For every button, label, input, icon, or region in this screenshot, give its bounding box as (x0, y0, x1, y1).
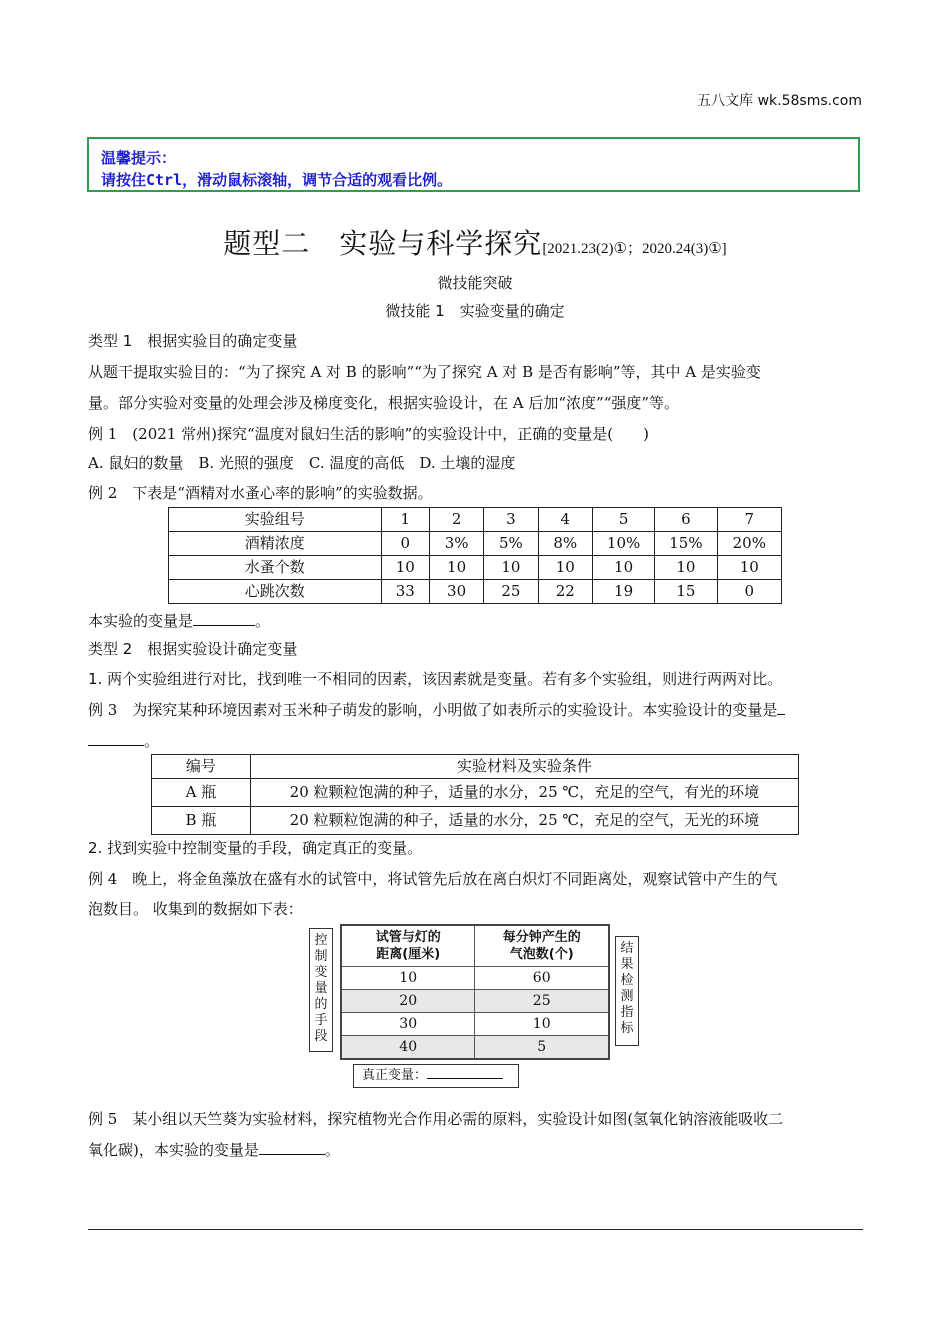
type1-heading: 类型 1 根据实验目的确定变量 (88, 332, 298, 350)
table-row (169, 532, 782, 556)
table-cell: 8% (538, 532, 592, 556)
figure-cell: 30 (341, 1013, 475, 1036)
figure-data-table (340, 924, 610, 1060)
example2-answer-prefix: 本实验的变量是 (88, 612, 194, 630)
figure-row (341, 1036, 609, 1060)
left-label-char: 变 (314, 965, 328, 980)
header-line: 每分钟产生的 (502, 930, 581, 945)
table-cell: 2 (429, 508, 483, 532)
table-cell: 19 (592, 580, 654, 604)
figure-answer-label: 真正变量： (362, 1068, 428, 1083)
example4-line1: 例 4 晚上，将金鱼藻放在盛有水的试管中，将试管先后放在离白炽灯不同距离处，观察试管中产生的气 (88, 870, 778, 888)
example3-stem-end (88, 730, 159, 751)
table-cell: 4 (538, 508, 592, 532)
example2-table (168, 507, 782, 604)
tip-text: 请按住Ctrl，滑动鼠标滚轴，调节合适的观看比例。 (101, 171, 453, 189)
example4-figure (309, 924, 639, 1089)
example5-line2 (88, 1139, 340, 1160)
example3-table (151, 754, 799, 835)
answer-blank[interactable] (427, 1078, 503, 1079)
table-cell: 10 (655, 556, 717, 580)
type2-point1: 1. 两个实验组进行对比，找到唯一不相同的因素，该因素就是变量。若有多个实验组，则进行两两对比。 (88, 670, 783, 688)
figure-column-header (341, 925, 475, 967)
site-watermark: 五八文库 wk.58sms.com (697, 93, 862, 109)
column-header: 编号 (152, 755, 251, 779)
table-cell: 25 (484, 580, 538, 604)
table-cell: 0 (717, 580, 781, 604)
example5-prefix: 氧化碳)，本实验的变量是 (88, 1141, 259, 1159)
table-row (169, 556, 782, 580)
header-line: 气泡数(个) (509, 947, 574, 962)
answer-blank[interactable] (259, 1154, 325, 1155)
example1-options: A. 鼠妇的数量 B. 光照的强度 C. 温度的高低 D. 土壤的湿度 (88, 454, 516, 472)
example2-stem: 例 2 下表是“酒精对水蚤心率的影响”的实验数据。 (88, 484, 433, 502)
type2-point2: 2. 找到实验中控制变量的手段，确定真正的变量。 (88, 839, 423, 857)
table-cell: 15% (655, 532, 717, 556)
header-line: 距离(厘米) (376, 947, 441, 962)
table-cell: 7 (717, 508, 781, 532)
table-cell: 20% (717, 532, 781, 556)
tip-title: 温馨提示： (101, 149, 177, 167)
table-cell: 20 粒颗粒饱满的种子，适量的水分，25 ℃，充足的空气，无光的环境 (250, 807, 798, 835)
table-cell: 10 (484, 556, 538, 580)
table-cell: 10 (381, 556, 429, 580)
column-header: 实验材料及实验条件 (250, 755, 798, 779)
figure-cell: 40 (341, 1036, 475, 1060)
figure-cell: 25 (475, 990, 609, 1013)
figure-cell: 5 (475, 1036, 609, 1060)
type2-heading: 类型 2 根据实验设计确定变量 (88, 640, 298, 658)
left-label-char: 控 (314, 933, 328, 948)
right-label-char: 测 (620, 989, 634, 1004)
table-cell: 3 (484, 508, 538, 532)
type1-para-line1: 从题干提取实验目的：“为了探究 A 对 B 的影响”“为了探究 A 对 B 是否有影响”等，其中 A 是实验变 (88, 363, 761, 381)
example5-line1: 例 5 某小组以天竺葵为实验材料，探究植物光合作用必需的原料，实验设计如图(氢氧化钠溶液能吸收二 (88, 1110, 784, 1128)
left-label-box (309, 928, 333, 1052)
example1-stem: 例 1 (2021 常州)探究“温度对鼠妇生活的影响”的实验设计中，正确的变量是( ) (88, 425, 650, 443)
figure-column-header (475, 925, 609, 967)
table-cell: 20 粒颗粒饱满的种子，适量的水分，25 ℃，充足的空气，有光的环境 (250, 779, 798, 807)
right-label-char: 标 (620, 1021, 634, 1036)
title-main: 题型二 实验与科学探究 (223, 227, 543, 260)
table-cell: 15 (655, 580, 717, 604)
left-label-char: 段 (314, 1029, 328, 1044)
left-label-char: 制 (314, 949, 328, 964)
table-row (152, 779, 799, 807)
example3-stem-period: 。 (144, 732, 160, 750)
table-cell: 10 (429, 556, 483, 580)
left-label-char: 的 (314, 997, 328, 1012)
header-line: 试管与灯的 (375, 930, 441, 945)
figure-row (341, 967, 609, 990)
row-label: 实验组号 (169, 508, 382, 532)
figure-row (341, 990, 609, 1013)
table-header-row (152, 755, 799, 779)
table-cell: 5% (484, 532, 538, 556)
table-row (169, 580, 782, 604)
table-cell: 1 (381, 508, 429, 532)
row-label: 心跳次数 (169, 580, 382, 604)
example2-answer (88, 610, 270, 631)
table-cell: 10 (538, 556, 592, 580)
table-cell: A 瓶 (152, 779, 251, 807)
table-cell: 10 (592, 556, 654, 580)
answer-blank[interactable] (88, 745, 144, 746)
figure-cell: 60 (475, 967, 609, 990)
figure-answer-box (353, 1064, 519, 1088)
figure-row (341, 1013, 609, 1036)
answer-blank[interactable] (777, 714, 785, 715)
right-label-char: 果 (620, 957, 634, 972)
right-label-char: 结 (620, 941, 634, 956)
section-subtitle: 微技能突破 (437, 274, 513, 292)
table-cell: 5 (592, 508, 654, 532)
table-row (152, 807, 799, 835)
table-cell: 10% (592, 532, 654, 556)
figure-cell: 20 (341, 990, 475, 1013)
table-row (169, 508, 782, 532)
example2-answer-suffix: 。 (255, 612, 271, 630)
bottom-divider (88, 1229, 863, 1230)
figure-cell: 10 (475, 1013, 609, 1036)
figure-cell: 10 (341, 967, 475, 990)
table-cell: 33 (381, 580, 429, 604)
row-label: 水蚤个数 (169, 556, 382, 580)
figure-header-row (341, 925, 609, 967)
table-cell: 0 (381, 532, 429, 556)
left-label-char: 手 (314, 1013, 328, 1028)
right-label-box (615, 936, 639, 1046)
table-cell: 10 (717, 556, 781, 580)
tip-box (87, 137, 860, 192)
table-cell: 6 (655, 508, 717, 532)
example5-suffix: 。 (324, 1141, 340, 1159)
table-cell: 30 (429, 580, 483, 604)
right-label-char: 检 (620, 973, 634, 988)
left-label-char: 量 (314, 981, 328, 996)
example3-stem-text: 例 3 为探究某种环境因素对玉米种子萌发的影响，小明做了如表所示的实验设计。本实验设计的变量是 (88, 701, 778, 719)
row-label: 酒精浓度 (169, 532, 382, 556)
table-cell: B 瓶 (152, 807, 251, 835)
title-source: [2021.23(2)①；2020.24(3)①] (542, 241, 727, 257)
table-cell: 22 (538, 580, 592, 604)
answer-blank[interactable] (193, 625, 255, 626)
example4-line2: 泡数目。 收集到的数据如下表： (88, 900, 303, 918)
type1-para-line2: 量。部分实验对变量的处理会涉及梯度变化，根据实验设计，在 A 后加“浓度”“强度”等。 (88, 394, 680, 412)
example3-stem (88, 699, 785, 720)
table-cell: 3% (429, 532, 483, 556)
skill-heading: 微技能 1 实验变量的确定 (385, 302, 565, 320)
page-title (0, 222, 950, 262)
right-label-char: 指 (620, 1005, 634, 1020)
